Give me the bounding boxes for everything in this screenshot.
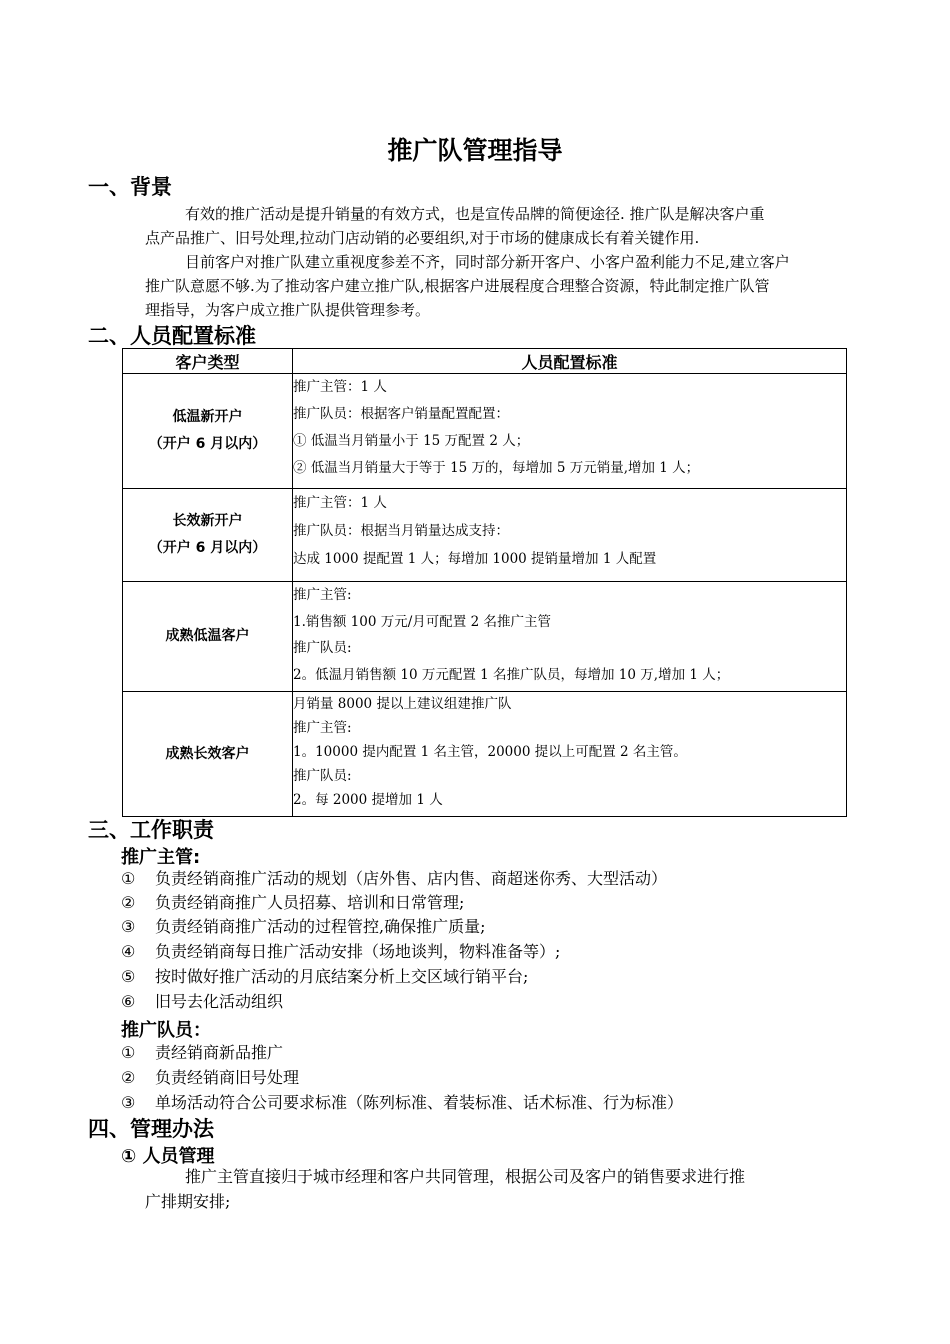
standard-line: 推广主管: bbox=[293, 720, 352, 736]
standard-line: 1。10000 提内配置 1 名主管，20000 提以上可配置 2 名主管。 bbox=[293, 744, 687, 760]
standard-line: 推广队员: bbox=[293, 768, 352, 784]
management-paragraph-line-2: 广排期安排; bbox=[145, 1192, 231, 1211]
standard-line: ② 低温当月销量大于等于 15 万的，每增加 5 万元销量,增加 1 人； bbox=[293, 460, 700, 476]
customer-type-cell bbox=[123, 374, 293, 489]
standard-line: 推广主管: bbox=[293, 587, 352, 603]
list-number: ⑤ bbox=[121, 967, 136, 986]
standard-line: 推广队员: bbox=[293, 640, 352, 656]
customer-type-note: （开户 6 月以内） bbox=[148, 540, 267, 556]
list-text: 负责经销商推广活动的规划（店外售、店内售、商超迷你秀、大型活动） bbox=[155, 869, 668, 888]
standard-line: 月销量 8000 提以上建议组建推广队 bbox=[293, 696, 512, 712]
background-paragraph-1-line-2: 点产品推广、旧号处理,拉动门店动销的必要组织,对于市场的健康成长有着关键作用. bbox=[145, 229, 700, 247]
staffing-standard-cell bbox=[293, 489, 847, 582]
list-text: 负责经销商推广活动的过程管控,确保推广质量; bbox=[155, 917, 486, 936]
standard-line: 推广主管：1 人 bbox=[293, 379, 387, 395]
background-paragraph-2-line-1: 目前客户对推广队建立重视度参差不齐，同时部分新开客户、小客户盈利能力不足,建立客户 bbox=[185, 253, 790, 271]
list-text: 负责经销商每日推广活动安排（场地谈判，物料准备等）; bbox=[155, 942, 561, 961]
section-heading-management: 四、管理办法 bbox=[88, 1117, 214, 1141]
staffing-standard-cell bbox=[293, 582, 847, 692]
list-number: ⑥ bbox=[121, 992, 136, 1011]
list-text: 负责经销商旧号处理 bbox=[155, 1068, 300, 1087]
column-header-staffing-standard: 人员配置标准 bbox=[293, 349, 847, 374]
table-row bbox=[123, 374, 847, 489]
list-number: ③ bbox=[121, 1093, 136, 1112]
list-text: 负责经销商推广人员招募、培训和日常管理; bbox=[155, 893, 465, 912]
standard-line: 2。低温月销售额 10 万元配置 1 名推广队员，每增加 10 万,增加 1 人； bbox=[293, 666, 730, 683]
list-item bbox=[121, 990, 283, 1014]
list-item bbox=[121, 1066, 299, 1090]
background-paragraph-2-line-2: 推广队意愿不够.为了推动客户建立推广队,根据客户进展程度合理整合资源，特此制定推广队管 bbox=[145, 277, 770, 295]
column-header-customer-type: 客户类型 bbox=[123, 349, 293, 374]
staffing-standard-cell bbox=[293, 374, 847, 489]
customer-type-cell bbox=[123, 489, 293, 582]
list-item bbox=[121, 965, 528, 989]
standard-line: 1.销售额 100 万元/月可配置 2 名推广主管 bbox=[293, 613, 551, 630]
staffing-standards-table bbox=[122, 348, 847, 817]
list-item bbox=[121, 1091, 683, 1115]
background-paragraph-2-line-3: 理指导，为客户成立推广队提供管理参考。 bbox=[145, 301, 431, 319]
subheading-promotion-supervisor: 推广主管: bbox=[121, 847, 201, 868]
background-paragraph-1-line-1: 有效的推广活动是提升销量的有效方式，也是宣传品牌的简便途径. 推广队是解决客户重 bbox=[185, 205, 765, 223]
standard-line: ① 低温当月销量小于 15 万配置 2 人； bbox=[293, 433, 530, 449]
customer-type-label: 成熟长效客户 bbox=[165, 745, 250, 762]
list-number: ① bbox=[121, 1043, 136, 1062]
standard-line: 达成 1000 提配置 1 人；每增加 1000 提销量增加 1 人配置 bbox=[293, 551, 657, 567]
list-number: ② bbox=[121, 893, 136, 912]
list-number: ② bbox=[121, 1068, 136, 1087]
customer-type-label: 成熟低温客户 bbox=[165, 628, 250, 644]
standard-line: 推广队员：根据客户销量配置配置： bbox=[293, 406, 509, 422]
list-item bbox=[121, 1041, 283, 1065]
table-header-row bbox=[123, 349, 847, 374]
table-row bbox=[123, 692, 847, 817]
page-title: 推广队管理指导 bbox=[387, 136, 563, 165]
list-item bbox=[121, 915, 485, 939]
customer-type-cell bbox=[123, 692, 293, 817]
standard-line: 2。每 2000 提增加 1 人 bbox=[293, 792, 443, 808]
section-heading-staffing: 二、人员配置标准 bbox=[88, 324, 256, 348]
customer-type-cell bbox=[123, 582, 293, 692]
subheading-promotion-member: 推广队员： bbox=[121, 1020, 211, 1041]
section-heading-duties: 三、工作职责 bbox=[88, 818, 214, 842]
list-item bbox=[121, 867, 667, 891]
table-row bbox=[123, 582, 847, 692]
list-item bbox=[121, 891, 464, 915]
list-number: ③ bbox=[121, 917, 136, 936]
list-item bbox=[121, 940, 560, 964]
list-number: ① bbox=[121, 869, 136, 888]
staffing-standard-cell bbox=[293, 692, 847, 817]
table-row bbox=[123, 489, 847, 582]
list-text: 单场活动符合公司要求标准（陈列标准、着装标准、话术标准、行为标准） bbox=[155, 1093, 684, 1112]
subheading-personnel-management: ① 人员管理 bbox=[121, 1146, 215, 1167]
list-text: 责经销商新品推广 bbox=[155, 1043, 284, 1062]
list-text: 旧号去化活动组织 bbox=[155, 992, 284, 1011]
customer-type-note: （开户 6 月以内） bbox=[148, 436, 267, 452]
customer-type-label: 长效新开户 bbox=[172, 513, 243, 529]
list-text: 按时做好推广活动的月底结案分析上交区域行销平台; bbox=[155, 967, 529, 986]
customer-type-label: 低温新开户 bbox=[172, 409, 243, 425]
management-paragraph-line-1: 推广主管直接归于城市经理和客户共同管理，根据公司及客户的销售要求进行推 bbox=[185, 1167, 746, 1186]
list-number: ④ bbox=[121, 942, 136, 961]
standard-line: 推广队员：根据当月销量达成支持： bbox=[293, 523, 509, 539]
section-heading-background: 一、背景 bbox=[88, 175, 172, 199]
standard-line: 推广主管：1 人 bbox=[293, 495, 387, 511]
